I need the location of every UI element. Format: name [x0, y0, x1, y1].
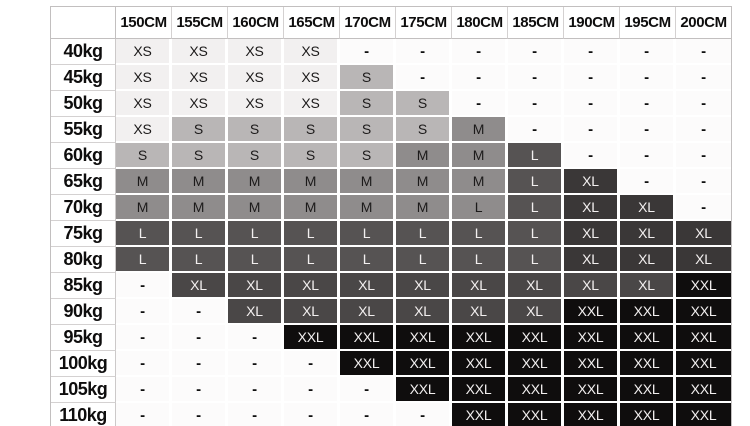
size-cell: -	[620, 91, 676, 117]
size-cell: XS	[116, 39, 172, 65]
size-cell: XL	[676, 221, 731, 247]
size-cell: XXL	[508, 403, 564, 426]
height-header: 200CM	[676, 7, 731, 39]
size-chart-body	[51, 39, 731, 426]
size-cell: -	[116, 325, 172, 351]
size-cell: -	[676, 195, 731, 221]
size-cell: L	[228, 221, 284, 247]
size-cell: XL	[508, 273, 564, 299]
size-cell: M	[396, 195, 452, 221]
size-cell: XL	[620, 221, 676, 247]
size-cell: L	[284, 247, 340, 273]
table-row	[51, 403, 731, 426]
size-cell: -	[620, 65, 676, 91]
size-cell: XXL	[284, 325, 340, 351]
size-cell: L	[508, 169, 564, 195]
size-cell: M	[340, 195, 396, 221]
size-cell: M	[452, 169, 508, 195]
size-cell: -	[452, 39, 508, 65]
size-cell: XXL	[676, 273, 731, 299]
size-cell: XL	[228, 273, 284, 299]
size-cell: M	[284, 195, 340, 221]
size-cell: XL	[172, 273, 228, 299]
size-cell: XXL	[340, 325, 396, 351]
size-cell: XL	[620, 195, 676, 221]
size-cell: M	[116, 169, 172, 195]
size-cell: M	[396, 169, 452, 195]
weight-label: 110kg	[51, 403, 116, 426]
size-cell: XXL	[452, 403, 508, 426]
size-cell: M	[284, 169, 340, 195]
table-row	[51, 195, 731, 221]
size-cell: L	[172, 221, 228, 247]
weight-label: 70kg	[51, 195, 116, 221]
weight-label: 100kg	[51, 351, 116, 377]
height-header: 195CM	[620, 7, 676, 39]
size-cell: -	[564, 65, 620, 91]
size-cell: L	[396, 221, 452, 247]
size-cell: -	[116, 351, 172, 377]
size-cell: S	[340, 117, 396, 143]
size-cell: L	[284, 221, 340, 247]
size-cell: S	[228, 117, 284, 143]
size-cell: S	[284, 117, 340, 143]
size-cell: M	[340, 169, 396, 195]
size-cell: -	[228, 403, 284, 426]
size-cell: -	[676, 65, 731, 91]
size-cell: -	[676, 91, 731, 117]
size-cell: -	[452, 91, 508, 117]
size-cell: S	[284, 143, 340, 169]
size-cell: XXL	[564, 351, 620, 377]
weight-label: 80kg	[51, 247, 116, 273]
size-cell: -	[620, 169, 676, 195]
size-cell: XL	[676, 247, 731, 273]
size-cell: -	[116, 377, 172, 403]
size-cell: L	[452, 247, 508, 273]
size-cell: -	[116, 403, 172, 426]
size-cell: XXL	[564, 299, 620, 325]
size-cell: -	[508, 117, 564, 143]
size-cell: -	[676, 143, 731, 169]
size-cell: L	[228, 247, 284, 273]
size-cell: L	[508, 221, 564, 247]
size-cell: -	[564, 117, 620, 143]
size-cell: L	[508, 195, 564, 221]
size-cell: XS	[172, 91, 228, 117]
size-cell: M	[228, 195, 284, 221]
size-cell: XXL	[564, 325, 620, 351]
size-cell: M	[172, 169, 228, 195]
size-cell: XXL	[452, 351, 508, 377]
size-cell: S	[116, 143, 172, 169]
size-cell: XS	[228, 91, 284, 117]
size-cell: XXL	[452, 377, 508, 403]
size-cell: XL	[284, 273, 340, 299]
weight-label: 50kg	[51, 91, 116, 117]
weight-label: 85kg	[51, 273, 116, 299]
size-cell: S	[396, 91, 452, 117]
weight-label: 75kg	[51, 221, 116, 247]
size-cell: -	[340, 377, 396, 403]
size-cell: S	[172, 117, 228, 143]
size-cell: XS	[172, 65, 228, 91]
size-cell: XS	[116, 91, 172, 117]
size-cell: M	[452, 143, 508, 169]
size-cell: -	[284, 403, 340, 426]
size-cell: XS	[116, 65, 172, 91]
weight-label: 105kg	[51, 377, 116, 403]
table-row	[51, 143, 731, 169]
size-cell: M	[172, 195, 228, 221]
size-cell: XL	[340, 273, 396, 299]
size-cell: -	[508, 91, 564, 117]
weight-label: 95kg	[51, 325, 116, 351]
size-cell: XXL	[676, 299, 731, 325]
size-cell: L	[340, 221, 396, 247]
table-row	[51, 273, 731, 299]
size-cell: -	[508, 39, 564, 65]
size-cell: XL	[620, 247, 676, 273]
size-cell: XL	[396, 299, 452, 325]
size-cell: XXL	[508, 351, 564, 377]
table-row	[51, 325, 731, 351]
size-cell: -	[564, 91, 620, 117]
size-cell: -	[172, 325, 228, 351]
size-cell: -	[508, 65, 564, 91]
size-cell: -	[172, 299, 228, 325]
size-cell: XXL	[620, 351, 676, 377]
size-cell: XS	[116, 117, 172, 143]
size-cell: L	[116, 247, 172, 273]
size-cell: XXL	[396, 351, 452, 377]
size-cell: XXL	[620, 299, 676, 325]
size-cell: -	[396, 39, 452, 65]
size-cell: XL	[284, 299, 340, 325]
size-cell: XL	[396, 273, 452, 299]
weight-label: 65kg	[51, 169, 116, 195]
size-cell: XXL	[396, 377, 452, 403]
size-cell: L	[340, 247, 396, 273]
size-cell: -	[228, 325, 284, 351]
size-cell: XL	[564, 169, 620, 195]
table-row	[51, 299, 731, 325]
size-cell: L	[508, 143, 564, 169]
height-header-row	[51, 7, 731, 39]
size-cell: M	[228, 169, 284, 195]
size-cell: L	[452, 195, 508, 221]
table-row	[51, 117, 731, 143]
size-cell: S	[340, 91, 396, 117]
size-cell: -	[620, 143, 676, 169]
size-cell: M	[396, 143, 452, 169]
size-cell: XS	[172, 39, 228, 65]
size-cell: -	[340, 39, 396, 65]
size-cell: -	[116, 273, 172, 299]
size-cell: XL	[564, 221, 620, 247]
size-cell: XXL	[396, 325, 452, 351]
size-cell: XL	[340, 299, 396, 325]
size-cell: XS	[228, 39, 284, 65]
size-cell: -	[284, 351, 340, 377]
size-cell: XXL	[620, 325, 676, 351]
size-cell: XL	[452, 299, 508, 325]
size-cell: XXL	[620, 403, 676, 426]
size-cell: -	[172, 403, 228, 426]
size-cell: L	[452, 221, 508, 247]
size-cell: XL	[228, 299, 284, 325]
weight-label: 45kg	[51, 65, 116, 91]
size-cell: -	[676, 39, 731, 65]
size-cell: -	[228, 351, 284, 377]
size-cell: XL	[508, 299, 564, 325]
size-cell: M	[452, 117, 508, 143]
table-row	[51, 221, 731, 247]
size-cell: XXL	[564, 403, 620, 426]
size-cell: XL	[620, 273, 676, 299]
size-cell: -	[676, 117, 731, 143]
size-cell: -	[228, 377, 284, 403]
size-cell: S	[172, 143, 228, 169]
weight-label: 55kg	[51, 117, 116, 143]
size-cell: -	[564, 39, 620, 65]
height-header: 175CM	[396, 7, 452, 39]
corner-cell	[51, 7, 116, 39]
size-cell: XS	[284, 91, 340, 117]
size-cell: XXL	[620, 377, 676, 403]
size-cell: -	[452, 65, 508, 91]
height-header: 150CM	[116, 7, 172, 39]
size-cell: -	[116, 299, 172, 325]
size-cell: XXL	[676, 403, 731, 426]
size-cell: -	[620, 117, 676, 143]
size-cell: S	[340, 143, 396, 169]
size-cell: XS	[228, 65, 284, 91]
size-cell: S	[396, 117, 452, 143]
size-cell: -	[284, 377, 340, 403]
size-chart-table	[51, 7, 731, 426]
height-header: 180CM	[452, 7, 508, 39]
size-cell: XXL	[676, 325, 731, 351]
size-cell: S	[228, 143, 284, 169]
size-chart-container	[50, 6, 732, 426]
height-header: 185CM	[508, 7, 564, 39]
size-cell: XL	[564, 247, 620, 273]
size-cell: XL	[564, 273, 620, 299]
size-cell: XXL	[676, 377, 731, 403]
weight-label: 40kg	[51, 39, 116, 65]
size-cell: XXL	[452, 325, 508, 351]
size-cell: XS	[284, 65, 340, 91]
size-cell: XL	[452, 273, 508, 299]
table-row	[51, 377, 731, 403]
table-row	[51, 351, 731, 377]
size-cell: L	[508, 247, 564, 273]
size-cell: -	[172, 351, 228, 377]
table-row	[51, 39, 731, 65]
table-row	[51, 65, 731, 91]
height-header: 160CM	[228, 7, 284, 39]
size-cell: L	[116, 221, 172, 247]
size-cell: -	[340, 403, 396, 426]
size-cell: S	[340, 65, 396, 91]
height-header: 165CM	[284, 7, 340, 39]
weight-label: 90kg	[51, 299, 116, 325]
height-header: 155CM	[172, 7, 228, 39]
size-cell: XXL	[340, 351, 396, 377]
table-row	[51, 169, 731, 195]
height-header: 170CM	[340, 7, 396, 39]
size-cell: -	[620, 39, 676, 65]
size-cell: XL	[564, 195, 620, 221]
height-header: 190CM	[564, 7, 620, 39]
weight-label: 60kg	[51, 143, 116, 169]
table-row	[51, 91, 731, 117]
size-cell: -	[172, 377, 228, 403]
size-cell: -	[396, 65, 452, 91]
size-cell: XS	[284, 39, 340, 65]
size-cell: -	[676, 169, 731, 195]
size-cell: L	[396, 247, 452, 273]
size-cell: M	[116, 195, 172, 221]
size-cell: XXL	[564, 377, 620, 403]
size-cell: XXL	[508, 325, 564, 351]
size-cell: XXL	[676, 351, 731, 377]
size-cell: XXL	[508, 377, 564, 403]
table-row	[51, 247, 731, 273]
size-cell: L	[172, 247, 228, 273]
size-cell: -	[396, 403, 452, 426]
size-cell: -	[564, 143, 620, 169]
